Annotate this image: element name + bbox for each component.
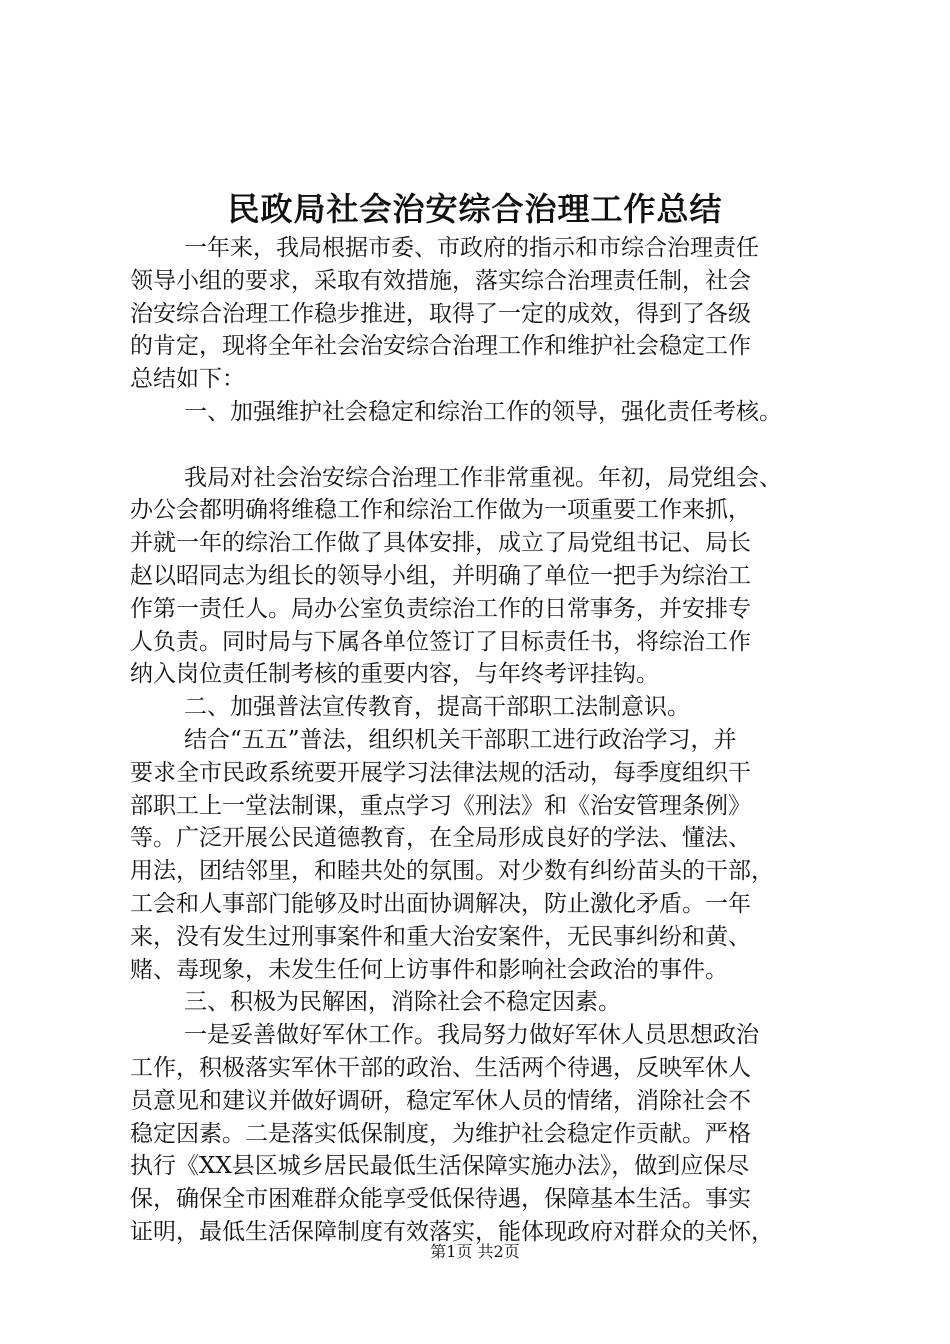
- paragraph-line: 执行《XX县区城乡居民最低生活保障实施办法》，做到应保尽: [130, 1153, 750, 1180]
- paragraph-line: 部职工上一堂法制课，重点学习《刑法》和《治安管理条例》: [130, 792, 751, 819]
- paragraph-line: 我局对社会治安综合治理工作非常重视。年初，局党组会、: [184, 464, 782, 491]
- section-heading: 二、加强普法宣传教育，提高干部职工法制意识。: [184, 694, 690, 721]
- paragraph-line: 治安综合治理工作稳步推进，取得了一定的成效，得到了各级: [130, 300, 751, 327]
- paragraph-line: 结合“五五”普法，组织机关干部职工进行政治学习，并: [184, 726, 737, 753]
- paragraph-line: 作第一责任人。局办公室负责综治工作的日常事务，并安排专: [130, 595, 751, 622]
- section-heading: 一、加强维护社会稳定和综治工作的领导，强化责任考核。: [184, 398, 782, 425]
- paragraph-line: 稳定因素。二是落实低保制度，为维护社会稳定作贡献。严格: [130, 1120, 751, 1147]
- blank-line: [130, 429, 830, 462]
- paragraph-line: 领导小组的要求，采取有效措施，落实综合治理责任制，社会: [130, 267, 751, 294]
- paragraph-line: 纳入岗位责任制考核的重要内容，与年终考评挂钩。: [130, 661, 659, 688]
- paragraph-line: 一是妥善做好军休工作。我局努力做好军休人员思想政治: [184, 1022, 759, 1049]
- paragraph-line: 要求全市民政系统要开展学习法律法规的活动，每季度组织干: [130, 759, 751, 786]
- paragraph-line: 用法，团结邻里，和睦共处的氛围。对少数有纠纷苗头的干部，: [130, 858, 774, 885]
- paragraph-line: 赌、毒现象，未发生任何上访事件和影响社会政治的事件。: [130, 956, 728, 983]
- paragraph-line: 员意见和建议并做好调研，稳定军休人员的情绪，消除社会不: [130, 1087, 751, 1114]
- page-number: 第1页 共2页: [430, 1242, 520, 1261]
- paragraph-line: 赵以昭同志为组长的领导小组，并明确了单位一把手为综治工: [130, 562, 751, 589]
- paragraph-line: 一年来，我局根据市委、市政府的指示和市综合治理责任: [184, 235, 759, 261]
- paragraph-line: 来，没有发生过刑事案件和重大治安案件，无民事纠纷和黄、: [130, 923, 751, 950]
- paragraph-line: 人负责。同时局与下属各单位签订了目标责任书，将综治工作: [130, 628, 751, 655]
- paragraph-line: 总结如下：: [130, 366, 245, 393]
- paragraph-line: 的肯定，现将全年社会治安综合治理工作和维护社会稳定工作: [130, 333, 751, 360]
- paragraph-line: 并就一年的综治工作做了具体安排，成立了局党组书记、局长: [130, 530, 751, 557]
- section-heading: 三、积极为民解困，消除社会不稳定因素。: [184, 989, 621, 1016]
- document-title: 民政局社会治安综合治理工作总结: [227, 190, 723, 228]
- paragraph-line: 工作，积极落实军休干部的政治、生活两个待遇，反映军休人: [130, 1054, 751, 1081]
- paragraph-line: 工会和人事部门能够及时出面协调解决，防止激化矛盾。一年: [130, 890, 751, 917]
- paragraph-line: 等。广泛开展公民道德教育，在全局形成良好的学法、懂法、: [130, 825, 751, 852]
- document-body: [130, 232, 830, 1249]
- paragraph-line: 办公会都明确将维稳工作和综治工作做为一项重要工作来抓，: [130, 497, 751, 524]
- paragraph-line: 保，确保全市困难群众能享受低保待遇，保障基本生活。事实: [130, 1186, 751, 1213]
- paragraph-line: 证明，最低生活保障制度有效落实，能体现政府对群众的关怀，: [130, 1218, 774, 1245]
